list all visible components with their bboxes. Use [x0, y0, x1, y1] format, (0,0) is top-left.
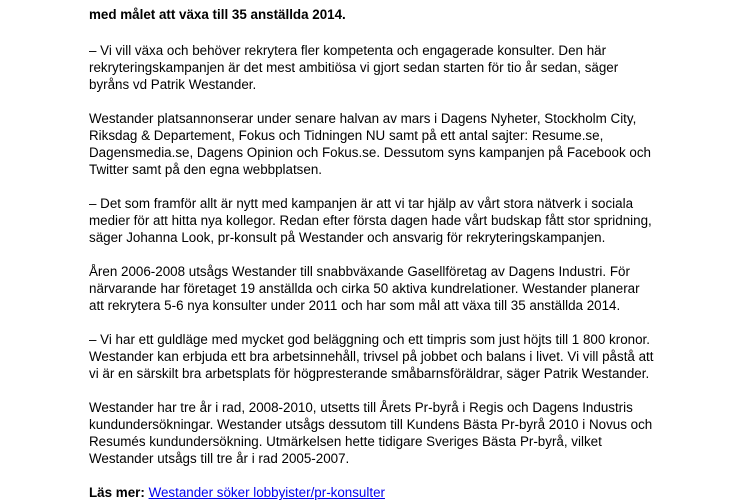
- read-more: [89, 484, 729, 501]
- paragraph-line: kundundersökningar. Westander utsågs dessutom till Kundens Bästa Pr-byrå 2010 i Novus och: [89, 417, 653, 432]
- paragraph-line: Resumés kundundersökning. Utmärkelsen hette tidigare Sveriges Bästa Pr-byrå, vilket: [89, 434, 602, 449]
- paragraph-line: närvarande har företaget 19 anställda och cirka 50 aktiva kundrelationer. Westander planerar: [89, 281, 640, 296]
- paragraph-line: Dagensmedia.se, Dagens Opinion och Fokus.se. Dessutom syns kampanjen på Facebook och: [89, 145, 651, 160]
- paragraph-line: – Vi vill växa och behöver rekrytera fler kompetenta och engagerade konsulter. Den här: [89, 43, 607, 58]
- paragraph-line: Westander har tre år i rad, 2008-2010, utsetts till Årets Pr-byrå i Regis och Dagens Industris: [89, 400, 633, 415]
- paragraph-line: Westander utsågs till tre år i rad 2005-2007.: [89, 451, 350, 466]
- lead-text: med målet att växa till 35 anställda 2014.: [89, 7, 346, 22]
- paragraph-line: vi är en särskilt bra arbetsplats för högpresterande småbarnsföräldrar, säger Patrik Westander.: [89, 366, 650, 381]
- paragraph-line: säger Johanna Look, pr-konsult på Westander och ansvarig för rekryteringskampanjen.: [89, 230, 606, 245]
- paragraph-line: Westander kan erbjuda ett bra arbetsinnehåll, trivsel på jobbet och balans i livet. Vi vill påstå att: [89, 349, 654, 364]
- paragraph-line: att rekrytera 5-6 nya konsulter under 2011 och har som mål att växa till 35 anställda 2014.: [89, 298, 621, 313]
- paragraph-line: rekryteringskampanjen är det mest ambitiösa vi gjort sedan starten för tio år sedan, säger: [89, 60, 619, 75]
- paragraph-line: Åren 2006-2008 utsågs Westander till snabbväxande Gasellföretag av Dagens Industri. För: [89, 264, 630, 279]
- paragraph-line: – Vi har ett guldläge med mycket god beläggning och ett timpris som just höjts till 1 800 kronor.: [89, 332, 650, 347]
- paragraph-line: – Det som framför allt är nytt med kampanjen är att vi tar hjälp av vårt stora nätverk i sociala: [89, 196, 634, 211]
- paragraph-line: Riksdag & Departement, Fokus och Tidningen NU samt på ett antal sajter: Resume.se,: [89, 128, 604, 143]
- paragraph-list: [89, 42, 729, 467]
- paragraph: [89, 331, 729, 382]
- press-release-body: [89, 6, 729, 501]
- paragraph-line: byråns vd Patrik Westander.: [89, 77, 257, 92]
- read-more-label: Läs mer:: [89, 485, 145, 500]
- paragraph: [89, 263, 729, 314]
- read-more-link[interactable]: Westander söker lobbyister/pr-konsulter: [148, 485, 385, 500]
- paragraph-line: Twitter samt på den egna webbplatsen.: [89, 162, 322, 177]
- paragraph: [89, 110, 729, 178]
- paragraph-line: medier för att hitta nya kollegor. Redan efter första dagen hade vårt budskap fått stor spridning,: [89, 213, 652, 228]
- paragraph-line: Westander platsannonserar under senare halvan av mars i Dagens Nyheter, Stockholm City,: [89, 111, 637, 126]
- paragraph: [89, 195, 729, 246]
- paragraph: [89, 42, 729, 93]
- paragraph: [89, 399, 729, 467]
